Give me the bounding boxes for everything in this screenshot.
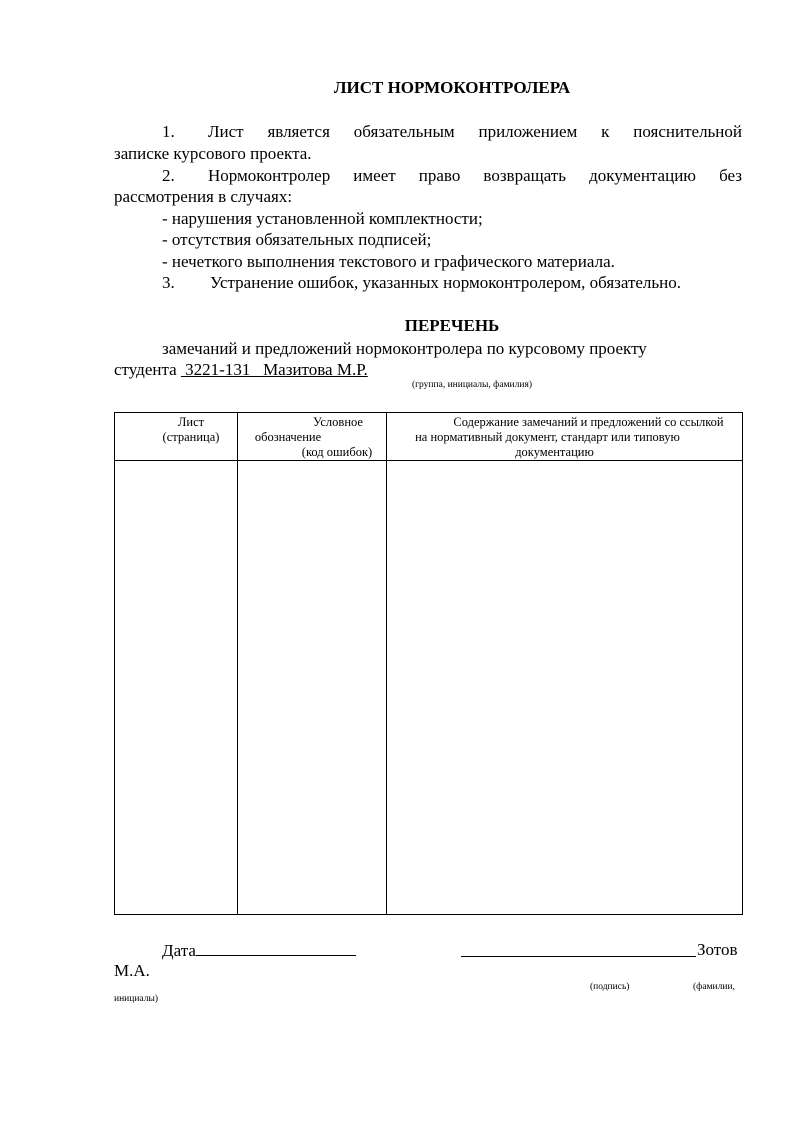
bullet-item: - отсутствия обязательных подписей; <box>162 230 432 249</box>
list-heading: ПЕРЕЧЕНЬ <box>404 316 500 335</box>
student-value: 3221-131 Мазитова М.Р. <box>180 360 368 379</box>
signature-caption: (подпись) <box>590 982 630 992</box>
header-sheet-line-2: (страница) <box>162 430 220 444</box>
signature-blank <box>461 956 696 957</box>
header-content-line-2: на нормативный документ, стандарт или типовую <box>415 430 680 444</box>
header-content-line-1: Содержание замечаний и предложений со ссылкой <box>453 415 724 429</box>
header-code-line-3: (код ошибок) <box>301 445 373 459</box>
item-1-text: Лист является обязательным приложением к пояснительной <box>208 122 742 141</box>
item-1-number: 1. <box>162 122 175 141</box>
item-2-text: Нормоконтролер имеет право возвращать документацию без <box>208 166 742 185</box>
date-blank <box>196 939 356 956</box>
table-row <box>115 461 743 915</box>
header-cell-sheet <box>115 413 238 461</box>
date-label: Дата <box>162 941 196 960</box>
item-2-line-1 <box>114 165 742 187</box>
table-cell <box>238 461 387 915</box>
student-caption: (группа, инициалы, фамилия) <box>412 380 532 390</box>
bullet-item: - нарушения установленной комплектности; <box>162 209 483 228</box>
table-cell <box>115 461 238 915</box>
item-3-text: Устранение ошибок, указанных нормоконтролером, обязательно. <box>210 273 682 292</box>
header-content-line-3: документацию <box>515 445 594 459</box>
surname-caption: (фамилии, <box>693 982 735 992</box>
remarks-table <box>114 412 743 915</box>
controller-name-part-1: Зотов <box>697 940 738 959</box>
header-sheet-line-1: Лист <box>177 415 205 429</box>
table-header-row <box>115 413 743 461</box>
header-code-line-1: Условное <box>313 415 363 429</box>
header-cell-content <box>387 413 743 461</box>
date-line <box>162 939 356 962</box>
item-2-line-2: рассмотрения в случаях: <box>114 187 293 206</box>
item-2-number: 2. <box>162 166 175 185</box>
initials-caption: инициалы) <box>114 994 159 1004</box>
bullet-item: - нечеткого выполнения текстового и графического материала. <box>162 252 615 271</box>
student-line <box>114 359 716 381</box>
student-label: студента <box>114 360 177 379</box>
list-subtitle: замечаний и предложений нормоконтролера по курсовому проекту <box>162 339 647 358</box>
table-cell <box>387 461 743 915</box>
item-1-line-2: записке курсового проекта. <box>114 144 312 163</box>
header-cell-code <box>238 413 387 461</box>
item-1-line-1 <box>114 121 742 143</box>
header-code-line-2: обозначение <box>254 430 322 444</box>
document-title: ЛИСТ НОРМОКОНТРОЛЕРА <box>333 78 571 97</box>
item-3-number: 3. <box>162 273 175 292</box>
controller-name-part-2: М.А. <box>114 961 150 980</box>
